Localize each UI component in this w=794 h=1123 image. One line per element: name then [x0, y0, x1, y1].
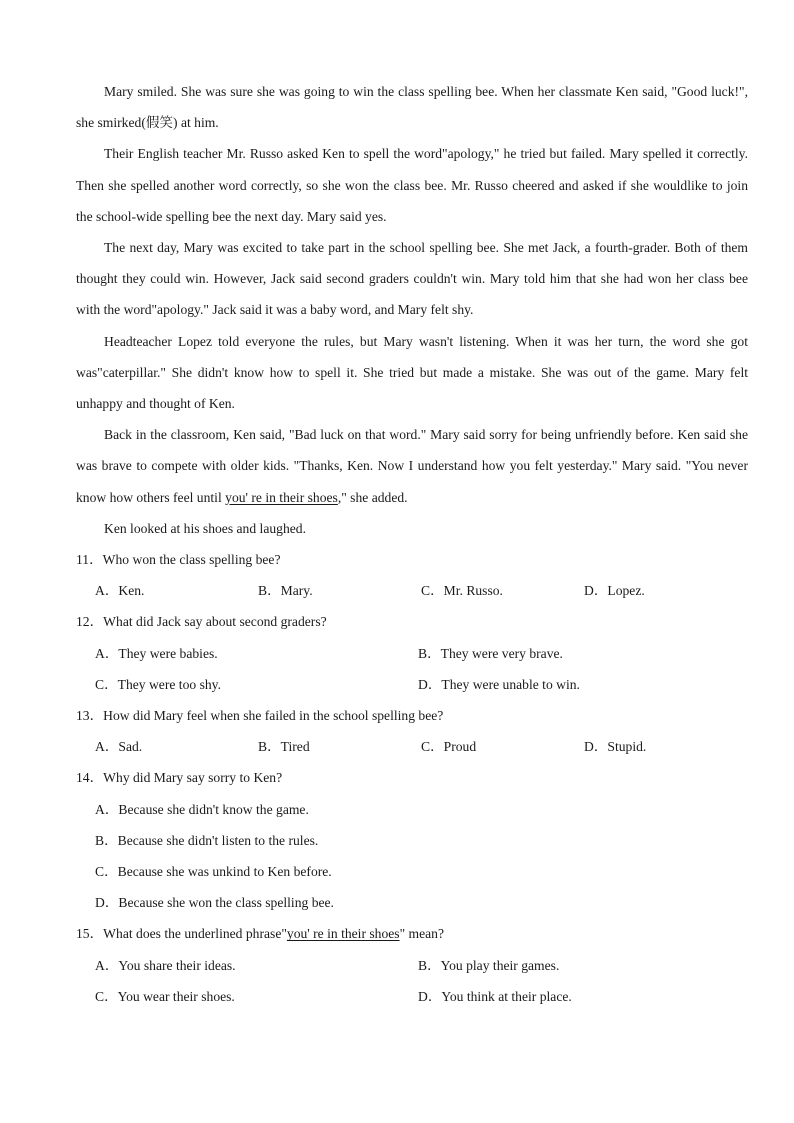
question-15-stem-after: " mean?	[399, 926, 445, 942]
question-13-stem: 13．How did Mary feel when she failed in the school spelling bee?	[76, 708, 444, 724]
passage-paragraph-5	[76, 419, 748, 513]
passage-paragraph-6: Ken looked at his shoes and laughed.	[104, 520, 306, 536]
question-15-options-row-2	[76, 981, 748, 1012]
question-15-option-a[interactable]: A．You share their ideas.	[95, 957, 236, 973]
question-12-stem: 12．What did Jack say about second graders?	[76, 614, 327, 630]
question-13-option-d[interactable]: D．Stupid.	[584, 739, 647, 755]
question-15-underlined-phrase: you' re in their shoes	[286, 926, 400, 942]
passage-paragraph-4: Headteacher Lopez told everyone the rules, but Mary wasn't listening. When it was her turn, the word she got was"caterpillar." She didn't know how to spell it. She tried but made a mistake. She was out of the game. Mary felt unhappy and thought of Ken.	[76, 333, 748, 412]
question-14-option-b-row	[76, 825, 748, 856]
question-11-options	[76, 575, 748, 606]
exam-page	[76, 76, 748, 1012]
question-15-option-d[interactable]: D．You think at their place.	[418, 988, 572, 1004]
underlined-phrase: you' re in their shoes	[225, 489, 338, 505]
question-12-options-row-1	[76, 638, 748, 669]
question-14-stem: 14．Why did Mary say sorry to Ken?	[76, 770, 283, 786]
question-15-option-b[interactable]: B．You play their games.	[418, 957, 560, 973]
question-11-option-b[interactable]: B．Mary.	[258, 583, 313, 599]
question-13-option-b[interactable]: B．Tired	[258, 739, 310, 755]
paragraph-5-text-before: Back in the classroom, Ken said, "Bad luck on that word." Mary said sorry for being unfriendly before. Ken said she was brave to compete with older kids. "Thanks, Ken. Now I understand how you felt yesterday." Mary said. "You never know how others feel until	[76, 427, 748, 505]
question-15-options-row-1	[76, 950, 748, 981]
question-14-option-d[interactable]: D．Because she won the class spelling bee.	[95, 895, 334, 911]
question-11-stem: 11．Who won the class spelling bee?	[76, 552, 281, 568]
question-11-option-d[interactable]: D．Lopez.	[584, 583, 645, 599]
question-12-option-d[interactable]: D．They were unable to win.	[418, 676, 580, 692]
passage-paragraph-2: Their English teacher Mr. Russo asked Ken to spell the word"apology," he tried but failed. Mary spelled it correctly. Then she spelled another word correctly, so she won the class bee. Mr. Russo cheered and asked if she wouldlike to join the school-wide spelling bee the next day. Mary said yes.	[76, 146, 748, 224]
question-11-option-a[interactable]: A．Ken.	[95, 583, 145, 599]
question-13-option-c[interactable]: C．Proud	[421, 739, 477, 755]
passage-paragraph-3: The next day, Mary was excited to take part in the school spelling bee. She met Jack, a fourth-grader. Both of them thought they could win. However, Jack said second graders couldn't win. Mary told him that she had won her class bee with the word"apology." Jack said it was a baby word, and Mary felt shy.	[76, 240, 748, 318]
question-14-option-d-row	[76, 887, 748, 918]
question-14-option-c-row	[76, 856, 748, 887]
question-14-option-a-row	[76, 794, 748, 825]
question-15-stem	[76, 918, 748, 949]
question-12-option-c[interactable]: C．They were too shy.	[95, 676, 221, 692]
question-13-options	[76, 731, 748, 762]
question-12-option-a[interactable]: A．They were babies.	[95, 645, 218, 661]
question-13-option-a[interactable]: A．Sad.	[95, 739, 143, 755]
question-14-option-a[interactable]: A．Because she didn't know the game.	[95, 801, 309, 817]
question-15-option-c[interactable]: C．You wear their shoes.	[95, 988, 235, 1004]
question-12-options-row-2	[76, 669, 748, 700]
passage-paragraph-1: Mary smiled. She was sure she was going to win the class spelling bee. When her classmate Ken said, "Good luck!", she smirked(假笑) at him.	[76, 84, 748, 131]
question-15-stem-before: 15．What does the underlined phrase"	[76, 926, 287, 942]
question-14-option-c[interactable]: C．Because she was unkind to Ken before.	[95, 864, 332, 880]
paragraph-5-text-after: ," she added.	[337, 489, 408, 505]
question-12-option-b[interactable]: B．They were very brave.	[418, 645, 563, 661]
question-14-option-b[interactable]: B．Because she didn't listen to the rules.	[95, 832, 319, 848]
question-11-option-c[interactable]: C．Mr. Russo.	[421, 583, 503, 599]
